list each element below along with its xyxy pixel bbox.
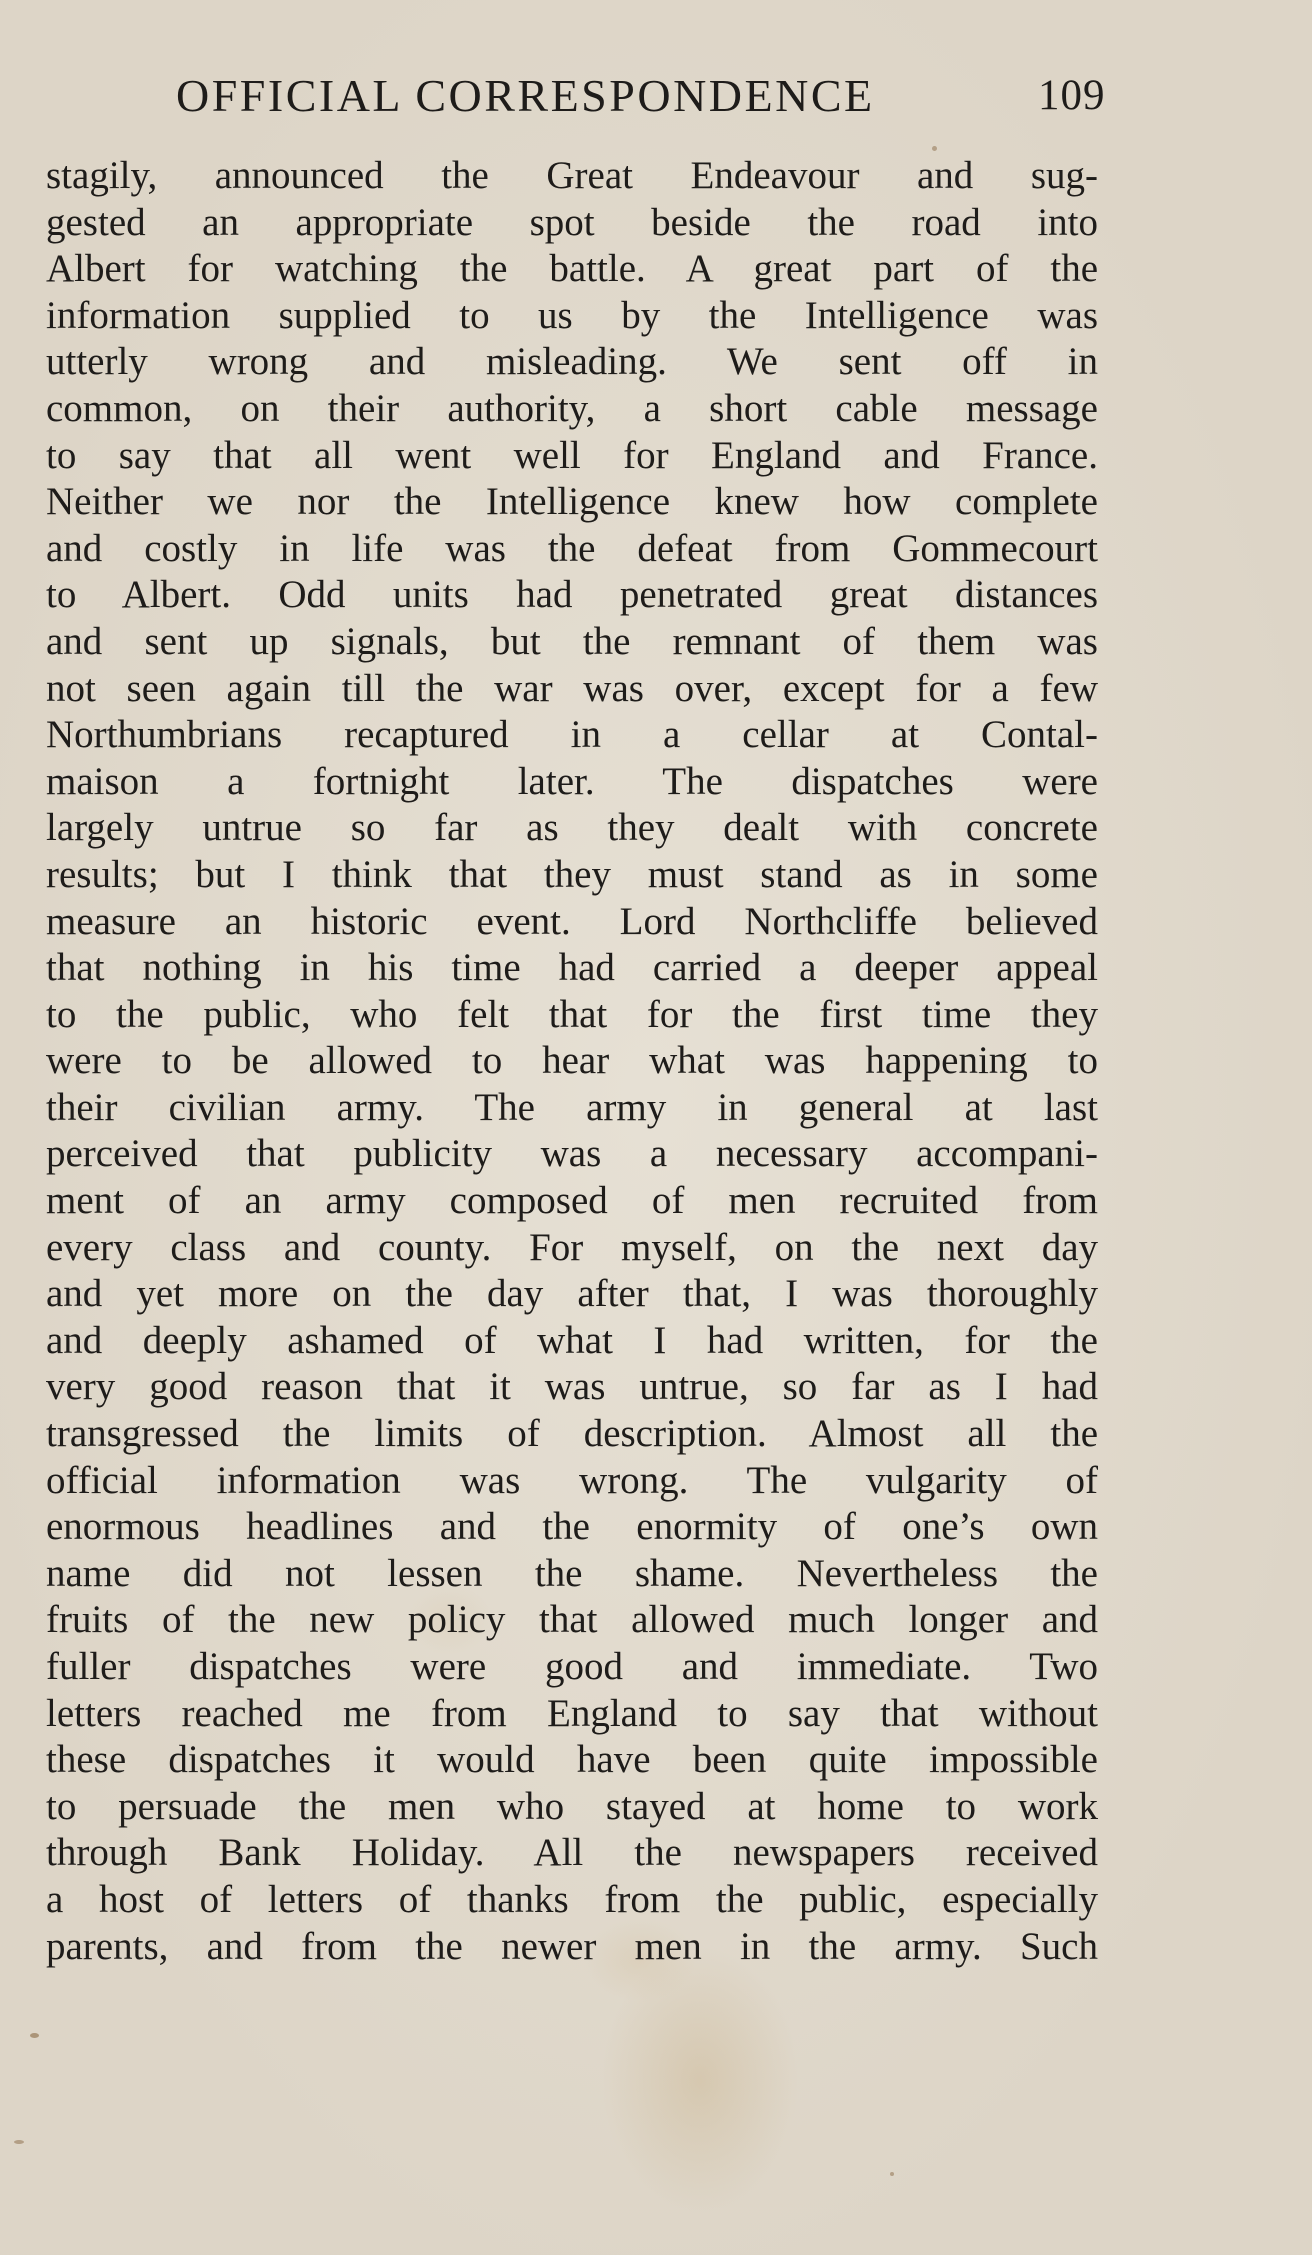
text-line: to persuade the men who stayed at home to work [46, 1784, 1098, 1828]
paper-speck [932, 146, 937, 151]
text-line: official information was wrong. The vulgarity of [46, 1458, 1098, 1502]
text-line: information supplied to us by the Intelligence was [46, 293, 1098, 337]
text-line: and yet more on the day after that, I was thoroughly [46, 1272, 1098, 1316]
text-line: their civilian army. The army in general at last [46, 1085, 1098, 1129]
text-line: that nothing in his time had carried a deeper appeal [46, 946, 1098, 990]
text-line: Northumbrians recaptured in a cellar at Contal- [46, 713, 1098, 757]
paper-speck [890, 2172, 894, 2176]
text-line: common, on their authority, a short cable message [46, 386, 1098, 430]
paper-speck [30, 2033, 39, 2038]
text-line: to Albert. Odd units had penetrated great distances [46, 573, 1098, 617]
running-title: OFFICIAL CORRESPONDENCE [176, 70, 875, 121]
text-line: perceived that publicity was a necessary accompani- [46, 1132, 1098, 1176]
text-line: not seen again till the war was over, except for a few [46, 666, 1098, 710]
running-header [0, 66, 1312, 126]
text-line: enormous headlines and the enormity of one’s own [46, 1505, 1098, 1549]
text-line: and sent up signals, but the remnant of them was [46, 619, 1098, 663]
text-line: were to be allowed to hear what was happening to [46, 1039, 1098, 1083]
text-line: fruits of the new policy that allowed much longer and [46, 1598, 1098, 1642]
text-line: these dispatches it would have been quite impossible [46, 1738, 1098, 1782]
text-line: gested an appropriate spot beside the road into [46, 200, 1098, 244]
text-line: and deeply ashamed of what I had written, for the [46, 1318, 1098, 1362]
text-line: Neither we nor the Intelligence knew how complete [46, 480, 1098, 524]
text-line: stagily, announced the Great Endeavour and sug- [46, 154, 1098, 197]
text-line: parents, and from the newer men in the army. Such [46, 1924, 1098, 1968]
page-number: 109 [1038, 72, 1106, 119]
text-line: a host of letters of thanks from the public, especially [46, 1877, 1098, 1921]
text-line: measure an historic event. Lord Northcliffe believed [46, 899, 1098, 943]
text-line: letters reached me from England to say that without [46, 1691, 1098, 1735]
text-line: maison a fortnight later. The dispatches were [46, 759, 1098, 803]
text-line: results; but I think that they must stand as in some [46, 852, 1098, 896]
text-line: Albert for watching the battle. A great part of the [46, 247, 1098, 291]
body-text [46, 153, 1098, 1970]
text-line: to the public, who felt that for the first time they [46, 992, 1098, 1036]
text-line: fuller dispatches were good and immediate. Two [46, 1645, 1098, 1688]
text-line: to say that all went well for England and France. [46, 433, 1098, 477]
text-line: very good reason that it was untrue, so far as I had [46, 1365, 1098, 1409]
text-line: ment of an army composed of men recruited from [46, 1179, 1098, 1223]
text-line: every class and county. For myself, on the next day [46, 1225, 1098, 1269]
text-line: through Bank Holiday. All the newspapers received [46, 1831, 1098, 1875]
text-line: largely untrue so far as they dealt with concrete [46, 806, 1098, 850]
paper-speck [14, 2140, 24, 2144]
text-line: and costly in life was the defeat from Gommecourt [46, 526, 1098, 570]
text-line: transgressed the limits of description. Almost all the [46, 1412, 1098, 1456]
text-line: name did not lessen the shame. Nevertheless the [46, 1551, 1098, 1595]
text-line: utterly wrong and misleading. We sent off in [46, 340, 1098, 384]
